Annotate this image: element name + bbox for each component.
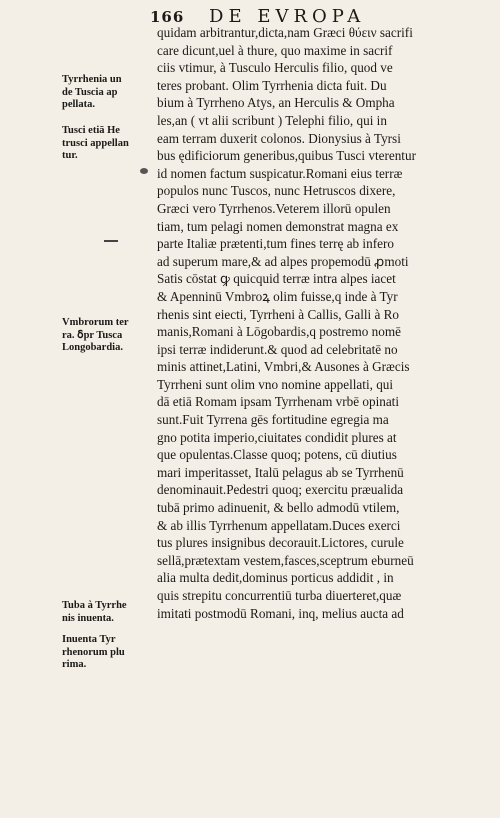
text-line: gno potita imperio,ciuitates condidit plures at <box>157 429 397 445</box>
text-line: & ab illis Tyrrhenum appellatam.Duces exerci <box>157 517 401 533</box>
text-line: quis strepitu concurrentiū turba diuerteret,quæ <box>157 588 402 603</box>
text-line: Græci vero Tyrrhenos.Veterem illorū opulen <box>157 200 391 216</box>
text-line: sellā,prætextam vestem,fasces,sceptrum eburneū <box>157 552 414 568</box>
margin-note-tyrrhenia: Tyrrhenia un de Tuscia ap pellata. <box>62 74 122 110</box>
text-line: dā etiā Romam ipsam Tyrrhenam vrbē opinati <box>157 394 400 410</box>
text-line: tus plures insignibus decorauit.Lictores, curule <box>157 535 404 551</box>
margin-note-tuba: Tuba à Tyrrhe nis inuenta. <box>62 600 127 624</box>
text-line: ciis vtimur, à Tusculo Herculis filio, quod ve <box>157 60 393 76</box>
margin-note-inuenta: Inuenta Tyr rhenorum plu rima. <box>62 634 125 670</box>
text-line: care dicunt,uel à thure, quo maxime in sacrif <box>157 42 393 58</box>
text-line: bium à Tyrrheno Atys, an Herculis & Ompha <box>157 95 395 111</box>
text-line: ipsi terræ indiderunt.& quod ad celebritatē no <box>157 341 398 357</box>
text-line: populos nunc Tuscos, nunc Hetruscos dixere, <box>157 183 396 199</box>
margin-note-tusci-hetrusci: Tusci etiā He trusci appellan tur. <box>62 125 129 161</box>
text-line: ad superum mare,& ad alpes propemodū ꝓmoti <box>157 253 409 269</box>
margin-note-vmbrorum-terra: Vmbrorum ter ra. ẟpr Tusca Longobardia. <box>62 317 129 353</box>
text-line: Satis cōstat ꝙ quicquid terræ intra alpes iacet <box>157 271 396 287</box>
text-line: denominauit.Pedestri quoq; exercitu præualida <box>157 482 404 498</box>
ink-blot <box>140 168 148 174</box>
text-line: tubā primo adinuenit, & bello admodū vtilem, <box>157 500 400 516</box>
text-line: que opulentas.Classe quoq; potens, cū diutius <box>157 447 397 463</box>
text-line: alia multa dedit,dominus porticus addidit , in <box>157 570 394 586</box>
text-line: eam terram duxerit colonos. Dionysius à Tyrsi <box>157 130 401 146</box>
text-line: bus ędificiorum generibus,quibus Tusci vterentur <box>157 148 416 164</box>
text-line: les,an ( vt alii scribunt ) Telephi filio, qui in <box>157 112 387 128</box>
text-line: manis,Romani à Lōgobardis,q postremo nomē <box>157 324 401 340</box>
text-line: rhenis sint eiecti, Tyrrheni à Callis, Galli à Ro <box>157 306 400 322</box>
text-line: imitati postmodū Romani, inq, melius aucta ad <box>157 605 404 621</box>
page-number: 166 <box>150 8 185 26</box>
body-text-column <box>157 24 491 622</box>
text-line: Tyrrheni sunt olim vno nomine appellati, qui <box>157 376 394 392</box>
text-line: tiam, tum pelagi nomen demonstrat magna ex <box>157 218 399 234</box>
text-line: minis attinet,Latini, Vmbri,& Ausones à Græcis <box>157 359 410 375</box>
running-title: DE EVROPA <box>209 6 366 27</box>
text-line: quidam arbitrantur,dicta,nam Græci θύειν sacrifi <box>157 25 413 40</box>
text-line: mari imperitasset, Italū pelagus ab se Tyrrhenū <box>157 464 404 480</box>
margin-dash <box>104 240 118 242</box>
running-header <box>150 6 490 26</box>
text-line: teres probant. Olim Tyrrhenia dicta fuit. Du <box>157 77 387 93</box>
text-line: parte Italiæ prætenti,tum fines terrę ab infero <box>157 236 394 252</box>
text-line: & Apenninū Vmbroꝝ olim fuisse,q inde à Tyr <box>157 288 398 304</box>
text-line: id nomen factum suspicatur.Romani eius terræ <box>157 165 403 181</box>
text-line: sunt.Fuit Tyrrena gēs fortitudine egregia ma <box>157 412 389 428</box>
